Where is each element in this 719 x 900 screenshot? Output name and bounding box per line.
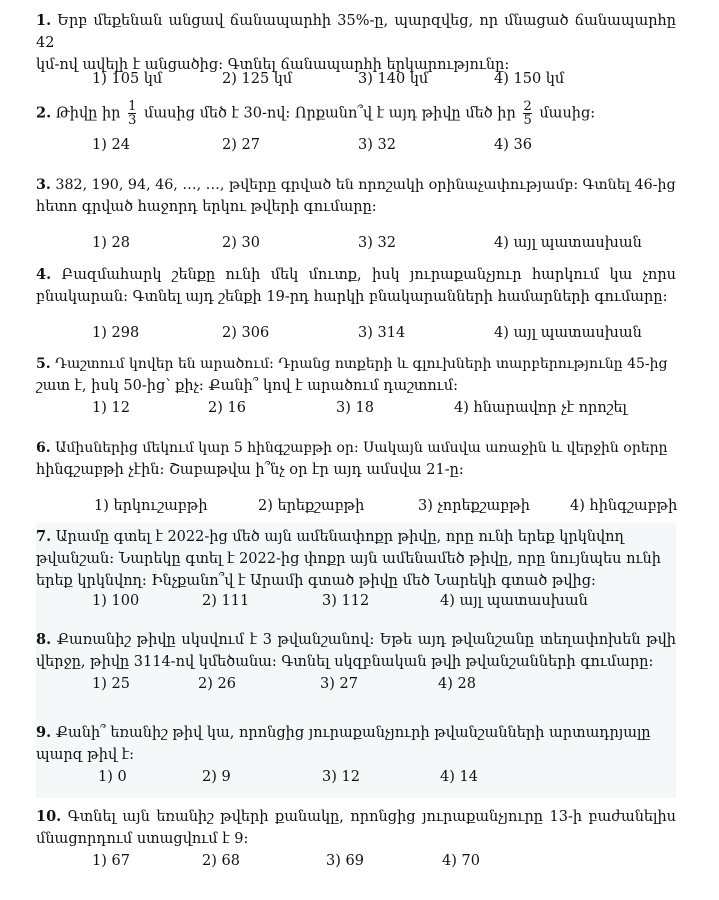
question-text-line: մնացորդում ստացվում է 9:	[36, 831, 249, 847]
option-1[interactable]: 1) 25	[92, 676, 130, 692]
option-3[interactable]: 3) 12	[322, 769, 360, 785]
option-2[interactable]: 2) երեքշաբթի	[258, 498, 365, 514]
option-2[interactable]: 2) 111	[202, 593, 250, 609]
option-4[interactable]: 4) հինգշաբթի	[570, 498, 678, 514]
question-4	[36, 264, 677, 341]
option-2[interactable]: 2) 27	[222, 137, 260, 153]
option-1[interactable]: 1) 67	[92, 853, 130, 869]
option-3[interactable]: 3) 32	[358, 235, 396, 251]
option-2[interactable]: 2) 9	[202, 769, 231, 785]
option-1[interactable]: 1) 105 կմ	[92, 71, 163, 87]
option-4[interactable]: 4) 150 կմ	[494, 71, 565, 87]
option-2[interactable]: 2) 30	[222, 235, 260, 251]
option-1[interactable]: 1) 24	[92, 137, 130, 153]
question-text-line: 5. Դաշտում կովեր են արածում: Դրանց ոտքերի և գլուխների տարբերությունը 45-ից	[36, 356, 668, 372]
question-number: 1.	[36, 12, 52, 29]
option-4[interactable]: 4) այլ պատասխան	[440, 593, 588, 609]
option-3[interactable]: 3) 314	[358, 325, 406, 341]
question-text-line: 2. Թիվը իր $\frac{1}{3}$ մասից մեծ է 30-ով: Որքանո՞վ է այդ թիվը մեծ իր $\frac{2}{5}$ մասից:	[36, 99, 596, 128]
option-1[interactable]: 1) երկուշաբթի	[94, 498, 208, 514]
option-4[interactable]: 4) հնարավոր չէ որոշել	[454, 400, 627, 416]
question-10	[36, 806, 677, 869]
question-number: 5.	[36, 356, 51, 372]
option-2[interactable]: 2) 306	[222, 325, 270, 341]
option-4[interactable]: 4) 70	[442, 853, 480, 869]
option-2[interactable]: 2) 16	[208, 400, 246, 416]
option-4[interactable]: 4) 14	[440, 769, 478, 785]
question-text-line: 8. Քառանիշ թիվը սկսվում է 3 թվանշանով: Եթե այդ թվանշանը տեղափոխեն թվի	[36, 631, 676, 648]
question-text-line: հետո գրված հաջորդ երկու թվերի գումարը:	[36, 199, 377, 215]
option-3[interactable]: 3) 112	[322, 593, 370, 609]
option-4[interactable]: 4) այլ պատասխան	[494, 235, 642, 251]
question-number: 2.	[36, 104, 52, 122]
question-text-line: 6. Ամիսներից մեկում կար 5 հինգշաբթի օր: Սակայն ամսվա առաջին և վերջին օրերը	[36, 440, 668, 456]
question-text-line: պարզ թիվ է:	[36, 747, 134, 763]
question-number: 4.	[36, 266, 52, 283]
question-number: 8.	[36, 631, 52, 648]
option-2[interactable]: 2) 125 կմ	[222, 71, 293, 87]
option-4[interactable]: 4) այլ պատասխան	[494, 325, 642, 341]
question-text-line: 3. 382, 190, 94, 46, …, …, թվերը գրված են որոշակի օրինաչափությամբ: Գտնել 46-ից	[36, 177, 676, 193]
option-1[interactable]: 1) 0	[98, 769, 127, 785]
fraction-two-fifths: $\frac{2}{5}$	[523, 99, 532, 128]
option-3[interactable]: 3) 27	[320, 676, 358, 692]
question-text-line: կմ-ով ավելի է անցածից: Գտնել ճանապարհի երկարությունը:	[36, 57, 510, 73]
option-2[interactable]: 2) 68	[202, 853, 240, 869]
option-1[interactable]: 1) 12	[92, 400, 130, 416]
fraction-one-third: $\frac{1}{3}$	[128, 99, 137, 128]
question-7	[36, 526, 676, 609]
option-1[interactable]: 1) 28	[92, 235, 130, 251]
question-text-line: հինգշաբթի չէին: Շաբաթվա ի՞նչ օր էր այդ ամսվա 21-ը:	[36, 462, 464, 478]
option-3[interactable]: 3) 140 կմ	[358, 71, 429, 87]
option-4[interactable]: 4) 36	[494, 137, 532, 153]
option-2[interactable]: 2) 26	[198, 676, 236, 692]
question-text-line: բնակարան: Գտնել այդ շենքի 19-րդ հարկի բնակարանների համարների գումարը:	[36, 289, 668, 305]
question-number: 9.	[36, 724, 52, 741]
question-text-line: երեք կրկնվող: Ինչքանո՞վ է Արամի գտած թիվը մեծ Նարեկի գտած թվից:	[36, 573, 596, 589]
question-text-line: 1. Երբ մեքենան անցավ ճանապարհի 35%-ը, պարզվեց, որ մնացած ճանապարհը 42	[36, 12, 676, 51]
question-6	[36, 437, 678, 514]
option-3[interactable]: 3) 18	[336, 400, 374, 416]
question-number: 6.	[36, 440, 51, 456]
option-3[interactable]: 3) չորեքշաբթի	[418, 498, 530, 514]
question-number: 7.	[36, 528, 52, 545]
question-1	[36, 10, 676, 87]
question-8	[36, 629, 676, 692]
question-9	[36, 722, 676, 785]
question-number: 3.	[36, 177, 51, 193]
question-text-line: 7. Արամը գտել է 2022-ից մեծ այն ամենափոքր թիվը, որը ունի երեք կրկնվող	[36, 528, 624, 545]
question-3	[36, 174, 676, 251]
option-3[interactable]: 3) 32	[358, 137, 396, 153]
option-4[interactable]: 4) 28	[438, 676, 476, 692]
question-text-line: 4. Բազմահարկ շենքը ունի մեկ մուտք, իսկ յուրաքանչյուր հարկում կա չորս	[36, 266, 677, 283]
question-text-line: թվանշան: Նարեկը գտել է 2022-ից փոքր այն ամենամեծ թիվը, որը նույնպես ունի	[36, 551, 661, 567]
option-1[interactable]: 1) 298	[92, 325, 140, 341]
question-text-line: 10. Գտնել այն եռանիշ թվերի քանակը, որոնցից յուրաքանչյուրը 13-ի բաժանելիս	[36, 808, 677, 825]
option-3[interactable]: 3) 69	[326, 853, 364, 869]
question-5	[36, 353, 676, 416]
question-text-line: վերջը, թիվը 3114-ով կմեծանա: Գտնել սկզբնական թվի թվանշանների գումարը:	[36, 654, 654, 670]
question-number: 10.	[36, 808, 62, 825]
question-text-line: շատ է, իսկ 50-ից՝ քիչ: Քանի՞ կով է արածում դաշտում:	[36, 378, 459, 394]
question-text-line: 9. Քանի՞ եռանիշ թիվ կա, որոնցից յուրաքանչյուրի թվանշանների արտադրյալը	[36, 724, 651, 741]
option-1[interactable]: 1) 100	[92, 593, 140, 609]
question-2	[36, 99, 676, 153]
